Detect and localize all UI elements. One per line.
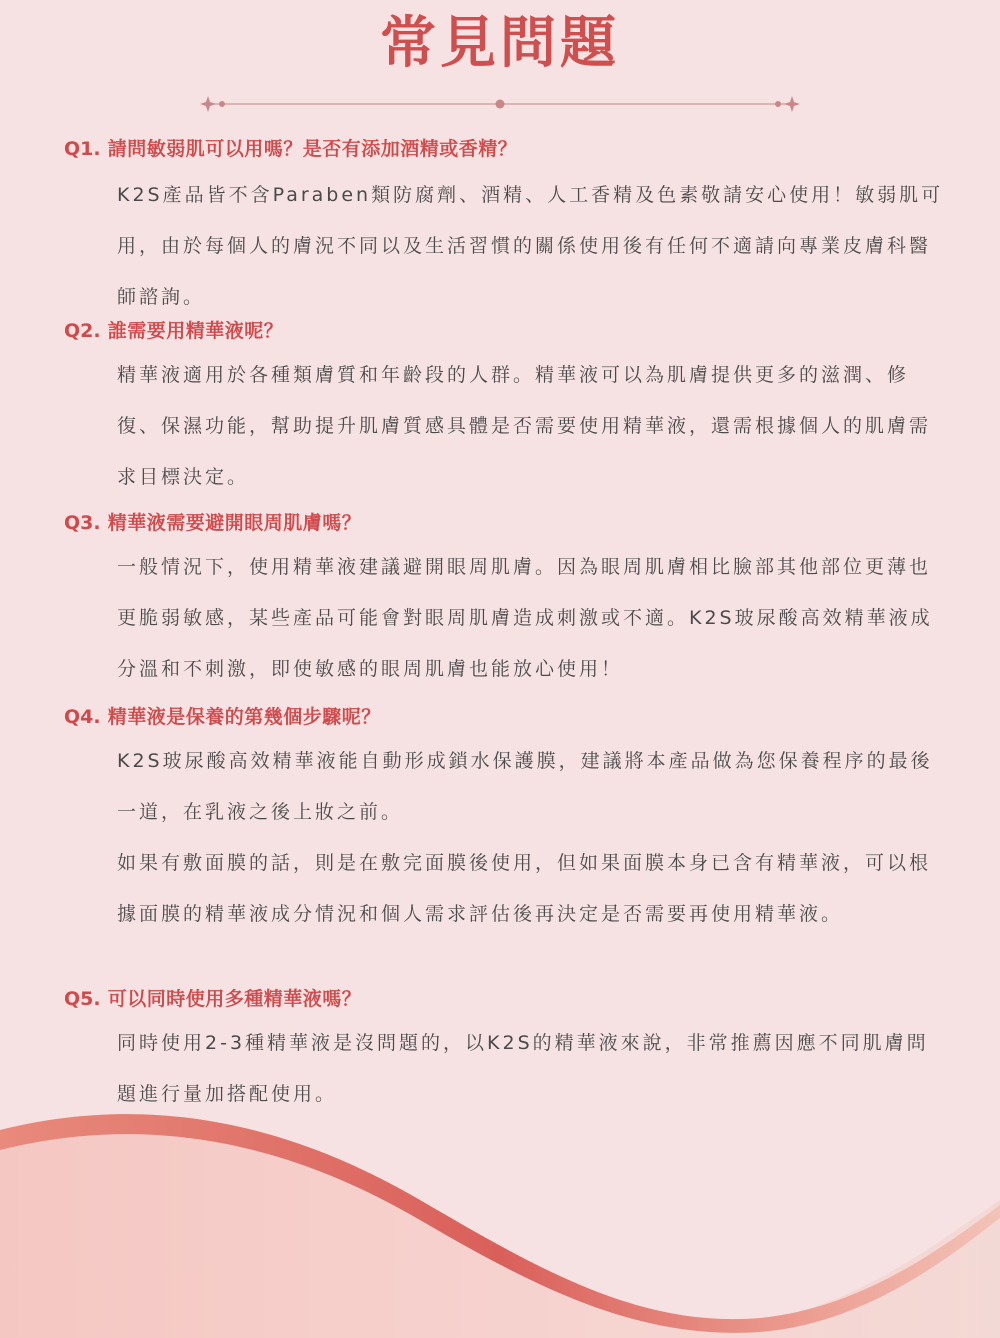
sparkle-icon-left [200,96,216,112]
faq-item-4 [64,704,954,940]
ornament-divider [198,94,802,114]
faq-answer: K2S產品皆不含Paraben類防腐劑、酒精、人工香精及色素敬請安心使用！敏弱肌可用，由於每個人的膚況不同以及生活習慣的關係使用後有任何不適請向專業皮膚科醫師諮詢。 [117,184,944,308]
faq-answer: 精華液適用於各種類膚質和年齡段的人群。精華液可以為肌膚提供更多的滋潤、修復、保濕功能，幫助提升肌膚質感具體是否需要使用精華液，還需根據個人的肌膚需求目標決定。 [117,364,932,488]
faq-answer: K2S玻尿酸高效精華液能自動形成鎖水保護膜，建議將本產品做為您保養程序的最後一道，在乳液之後上妝之前。 如果有敷面膜的話，則是在敷完面膜後使用，但如果面膜本身已含有精華液，可以根據面膜的精華液成分情況和個人需求評估後再決定是否需要再使用精華液。 [117,750,933,925]
dot-icon-right [775,101,781,107]
page-title: 常見問題 [380,10,620,76]
sparkle-icon-right [784,96,800,112]
faq-question: Q4. 精華液是保養的第幾個步驟呢？ [64,706,381,728]
faq-question: Q2. 誰需要用精華液呢？ [64,320,284,342]
dot-icon-left [219,101,225,107]
dot-icon-center [496,100,505,109]
faq-question: Q3. 精華液需要避開眼周肌膚嗎？ [64,512,362,534]
faq-question: Q5. 可以同時使用多種精華液嗎？ [64,988,362,1010]
faq-question: Q1. 請問敏弱肌可以用嗎？是否有添加酒精或香精？ [64,138,518,160]
faq-item-2 [64,318,954,503]
faq-answer: 一般情況下，使用精華液建議避開眼周肌膚。因為眼周肌膚相比臉部其他部位更薄也更脆弱敏感，某些產品可能會對眼周肌膚造成刺激或不適。K2S玻尿酸高效精華液成分溫和不刺激，即使敏感的眼周肌膚也能放心使用！ [117,556,933,680]
faq-item-1 [64,136,954,323]
decorative-wave [0,1090,1000,1338]
faq-item-3 [64,510,954,695]
faq-answer: 同時使用2-3種精華液是沒問題的，以K2S的精華液來說，非常推薦因應不同肌膚問題進行量加搭配使用。 [117,1032,929,1105]
